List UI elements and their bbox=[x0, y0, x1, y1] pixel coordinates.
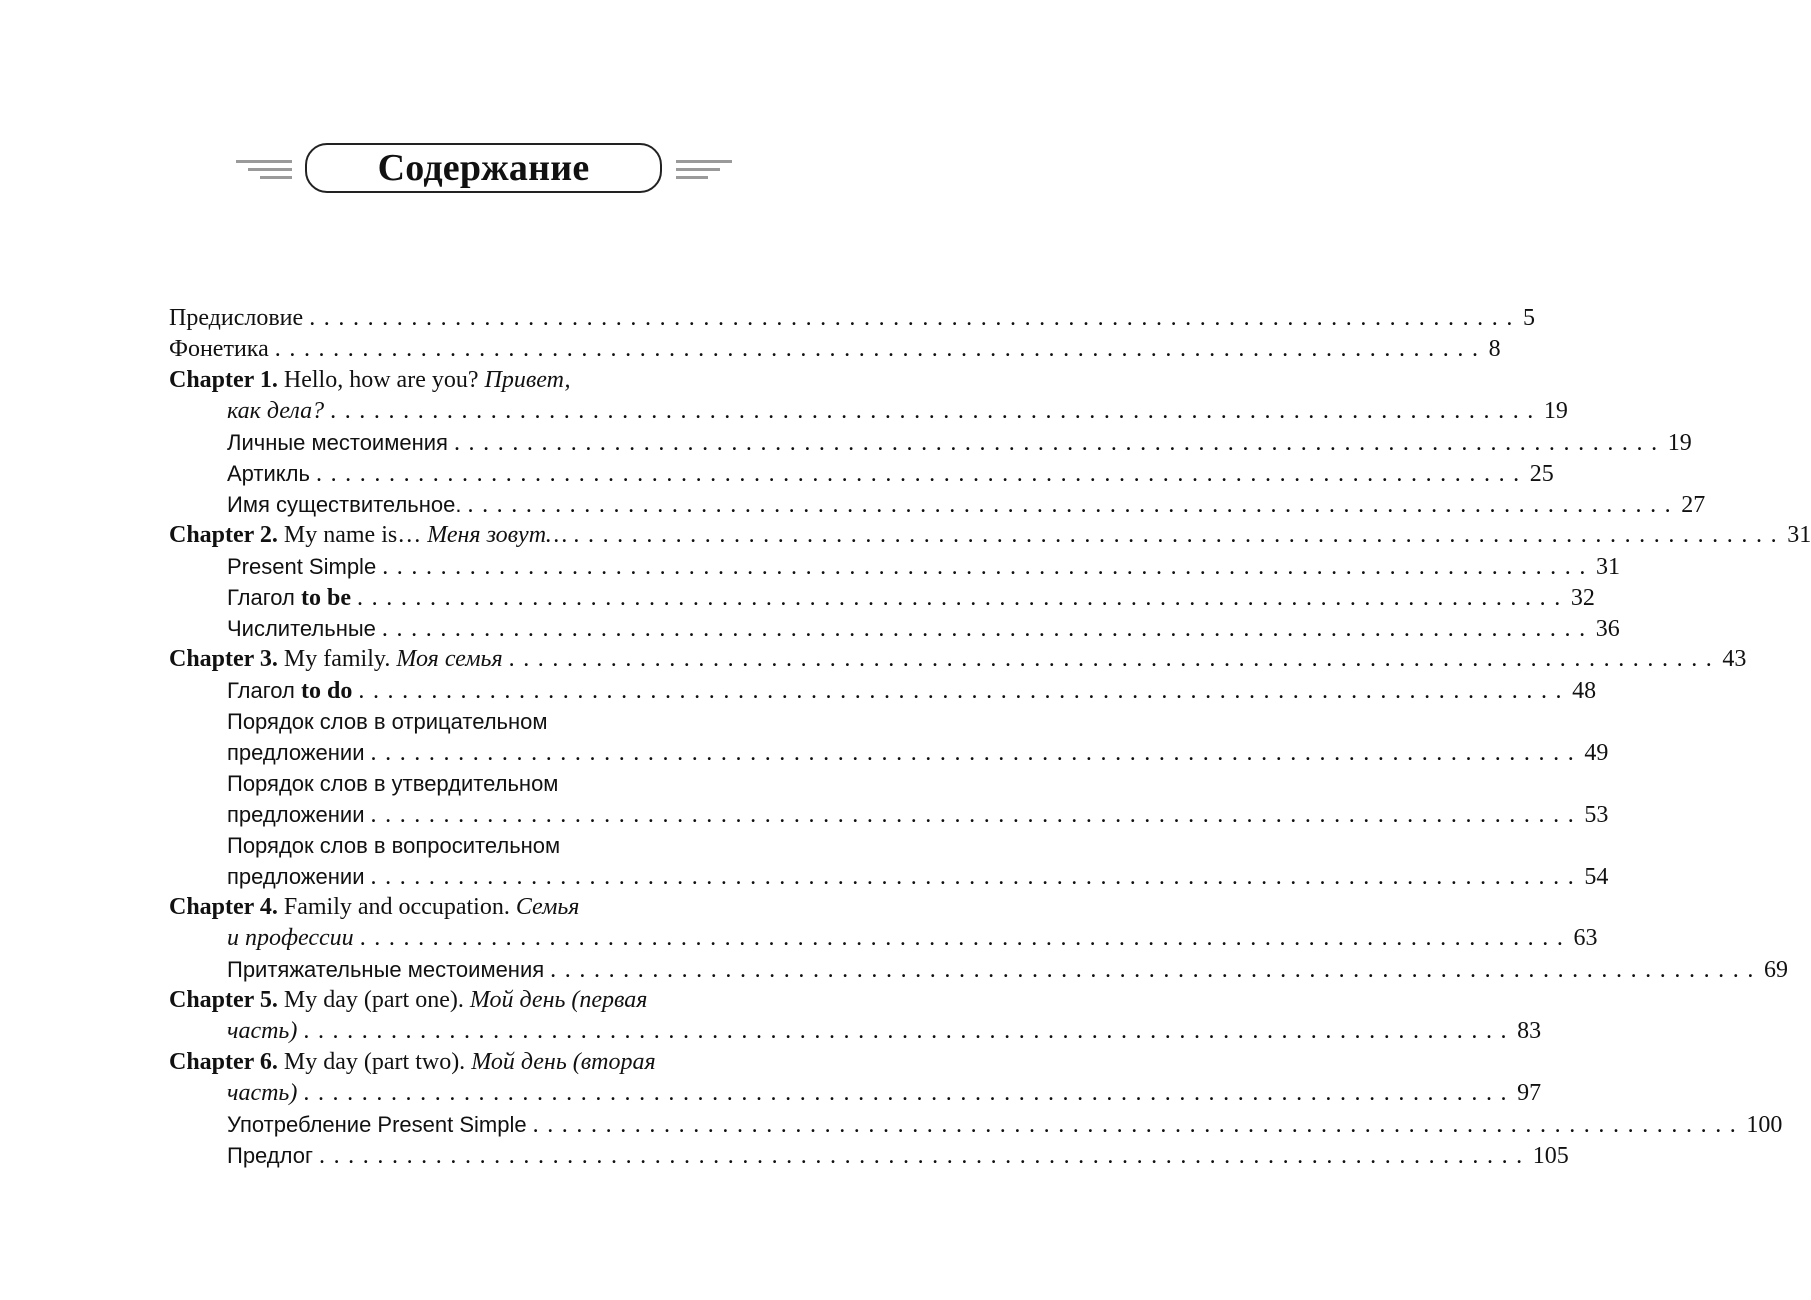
chapter-title-ru: Семья bbox=[515, 894, 580, 920]
chapter-title-en: Hello, how are you? bbox=[283, 367, 479, 393]
toc-subentry[interactable] bbox=[169, 427, 1692, 458]
toc-entry-term: to do bbox=[301, 678, 353, 704]
toc-page-number: 100 bbox=[1746, 1112, 1783, 1138]
toc-page-number: 97 bbox=[1517, 1080, 1542, 1106]
chapter-title-ru: часть) bbox=[227, 1018, 298, 1044]
toc-entry[interactable] bbox=[169, 334, 1501, 365]
dot-leader: ................................................................................... bbox=[370, 864, 1583, 890]
toc-page-number: 25 bbox=[1529, 461, 1554, 487]
chapter-number: Chapter 6. bbox=[169, 1049, 278, 1075]
toc-subentry[interactable] bbox=[169, 458, 1554, 489]
toc-page-number: 49 bbox=[1584, 740, 1609, 766]
toc-chapter-continuation[interactable] bbox=[169, 396, 1568, 427]
toc-entry-label: Имя существительное. bbox=[227, 492, 462, 517]
decorative-lines-right bbox=[676, 160, 732, 180]
toc-page-number: 31 bbox=[1787, 522, 1811, 548]
toc-page-number: 32 bbox=[1570, 585, 1595, 611]
page-title: Содержание bbox=[377, 147, 590, 189]
chapter-title-ru: и профессии bbox=[227, 925, 354, 951]
toc-page-number: 36 bbox=[1595, 616, 1620, 642]
toc-subentry[interactable] bbox=[169, 613, 1620, 644]
chapter-number: Chapter 3. bbox=[169, 646, 278, 672]
toc-entry-label: Глагол bbox=[227, 585, 295, 610]
toc-subentry-continuation[interactable] bbox=[169, 861, 1609, 892]
table-of-contents bbox=[169, 303, 1811, 1171]
chapter-title-ru: Меня зовут… bbox=[427, 522, 568, 548]
toc-entry-label: Предлог bbox=[227, 1143, 313, 1168]
toc-subentry[interactable] bbox=[169, 1140, 1569, 1171]
toc-entry-label: Порядок слов в утвердительном bbox=[227, 771, 559, 796]
toc-subentry[interactable] bbox=[169, 706, 801, 737]
toc-page-number: 43 bbox=[1722, 646, 1747, 672]
toc-entry-label: Глагол bbox=[227, 678, 295, 703]
toc-page-number: 48 bbox=[1572, 678, 1597, 704]
toc-subentry[interactable] bbox=[169, 675, 1597, 706]
toc-entry-label: предложении bbox=[227, 864, 365, 889]
toc-page-number: 5 bbox=[1523, 305, 1535, 331]
toc-entry-term: to be bbox=[301, 585, 352, 611]
decorative-lines-left bbox=[236, 160, 292, 180]
heading-block bbox=[236, 143, 732, 197]
toc-entry-label: Предисловие bbox=[169, 305, 304, 331]
dot-leader: ................................................................................... bbox=[358, 678, 1571, 704]
dot-leader: ................................................................................... bbox=[381, 616, 1594, 642]
toc-page-number: 54 bbox=[1584, 864, 1609, 890]
toc-entry-label: Фонетика bbox=[169, 336, 269, 362]
dot-leader: ................................................................................... bbox=[318, 1143, 1531, 1169]
dot-leader: ................................................................................... bbox=[453, 430, 1666, 456]
toc-subentry[interactable] bbox=[169, 1109, 1783, 1140]
toc-entry[interactable] bbox=[169, 303, 1535, 334]
chapter-title-en: My name is… bbox=[283, 522, 422, 548]
toc-subentry[interactable] bbox=[169, 768, 801, 799]
toc-page-number: 19 bbox=[1543, 398, 1568, 424]
toc-entry-label: Притяжательные местоимения bbox=[227, 957, 545, 982]
toc-subentry[interactable] bbox=[169, 954, 1788, 985]
toc-chapter-entry[interactable] bbox=[169, 892, 801, 923]
toc-chapter-entry[interactable] bbox=[169, 985, 801, 1016]
chapter-title-en: My day (part one). bbox=[283, 987, 464, 1013]
toc-page-number: 63 bbox=[1573, 925, 1598, 951]
chapter-number: Chapter 2. bbox=[169, 522, 278, 548]
dot-leader: ................................................................................... bbox=[274, 336, 1487, 362]
toc-chapter-entry[interactable] bbox=[169, 520, 1811, 551]
toc-entry-label: Употребление Present Simple bbox=[227, 1112, 527, 1137]
dot-leader: ................................................................................... bbox=[357, 585, 1569, 611]
toc-page-number: 8 bbox=[1488, 336, 1501, 362]
chapter-title-en: Family and occupation. bbox=[283, 894, 510, 920]
toc-subentry-continuation[interactable] bbox=[169, 737, 1609, 768]
toc-page-number: 105 bbox=[1532, 1143, 1569, 1169]
chapter-title-ru: Мой день (первая bbox=[469, 987, 648, 1013]
dot-leader: ................................................................................... bbox=[550, 957, 1762, 983]
dot-leader: ................................................................................... bbox=[370, 802, 1583, 828]
dot-leader: ................................................................................... bbox=[330, 398, 1542, 424]
chapter-number: Chapter 5. bbox=[169, 987, 278, 1013]
dot-leader: ................................................................................... bbox=[359, 925, 1572, 951]
toc-page-number: 19 bbox=[1667, 430, 1692, 456]
toc-subentry[interactable] bbox=[169, 830, 801, 861]
dot-leader: ................................................................................... bbox=[467, 492, 1680, 518]
toc-entry-label: Порядок слов в отрицательном bbox=[227, 709, 548, 734]
toc-page-number: 31 bbox=[1596, 554, 1620, 580]
heading-frame bbox=[305, 143, 662, 193]
toc-subentry[interactable] bbox=[169, 582, 1595, 613]
toc-page-number: 53 bbox=[1584, 802, 1609, 828]
dot-leader: ................................................................................... bbox=[532, 1112, 1745, 1138]
chapter-number: Chapter 4. bbox=[169, 894, 278, 920]
toc-chapter-continuation[interactable] bbox=[169, 923, 1598, 954]
chapter-title-ru: Моя семья bbox=[396, 646, 503, 672]
toc-entry-label: Порядок слов в вопросительном bbox=[227, 833, 561, 858]
dot-leader: ................................................................................... bbox=[508, 646, 1721, 672]
dot-leader: ................................................................................... bbox=[573, 522, 1786, 548]
toc-page-number: 27 bbox=[1681, 492, 1706, 518]
chapter-title-ru: Привет, bbox=[484, 367, 571, 393]
toc-entry-label: Present Simple bbox=[227, 554, 377, 579]
toc-page-number: 69 bbox=[1763, 957, 1788, 983]
toc-subentry-continuation[interactable] bbox=[169, 799, 1609, 830]
toc-entry-label: Числительные bbox=[227, 616, 376, 641]
dot-leader: ................................................................................... bbox=[309, 305, 1521, 331]
chapter-title-en: My family. bbox=[283, 646, 391, 672]
dot-leader: ................................................................................... bbox=[382, 554, 1594, 580]
chapter-title-ru: как дела? bbox=[227, 398, 325, 424]
toc-chapter-continuation[interactable] bbox=[169, 1016, 1542, 1047]
toc-entry-label: предложении bbox=[227, 740, 365, 765]
dot-leader: ................................................................................... bbox=[315, 461, 1528, 487]
dot-leader: ................................................................................... bbox=[303, 1080, 1516, 1106]
toc-chapter-entry[interactable] bbox=[169, 365, 801, 396]
chapter-title-en: My day (part two). bbox=[283, 1049, 466, 1075]
toc-chapter-entry[interactable] bbox=[169, 1047, 801, 1078]
toc-chapter-entry[interactable] bbox=[169, 644, 1747, 675]
toc-entry-label: Личные местоимения bbox=[227, 430, 448, 455]
toc-entry-label: Артикль bbox=[227, 461, 310, 486]
toc-chapter-continuation[interactable] bbox=[169, 1078, 1542, 1109]
toc-subentry[interactable] bbox=[169, 489, 1706, 520]
toc-entry-label: предложении bbox=[227, 802, 365, 827]
chapter-number: Chapter 1. bbox=[169, 367, 278, 393]
toc-page-number: 83 bbox=[1517, 1018, 1542, 1044]
chapter-title-ru: Мой день (вторая bbox=[471, 1049, 656, 1075]
dot-leader: ................................................................................... bbox=[303, 1018, 1516, 1044]
toc-subentry[interactable] bbox=[169, 551, 1620, 582]
dot-leader: ................................................................................... bbox=[370, 740, 1583, 766]
chapter-title-ru: часть) bbox=[227, 1080, 298, 1106]
